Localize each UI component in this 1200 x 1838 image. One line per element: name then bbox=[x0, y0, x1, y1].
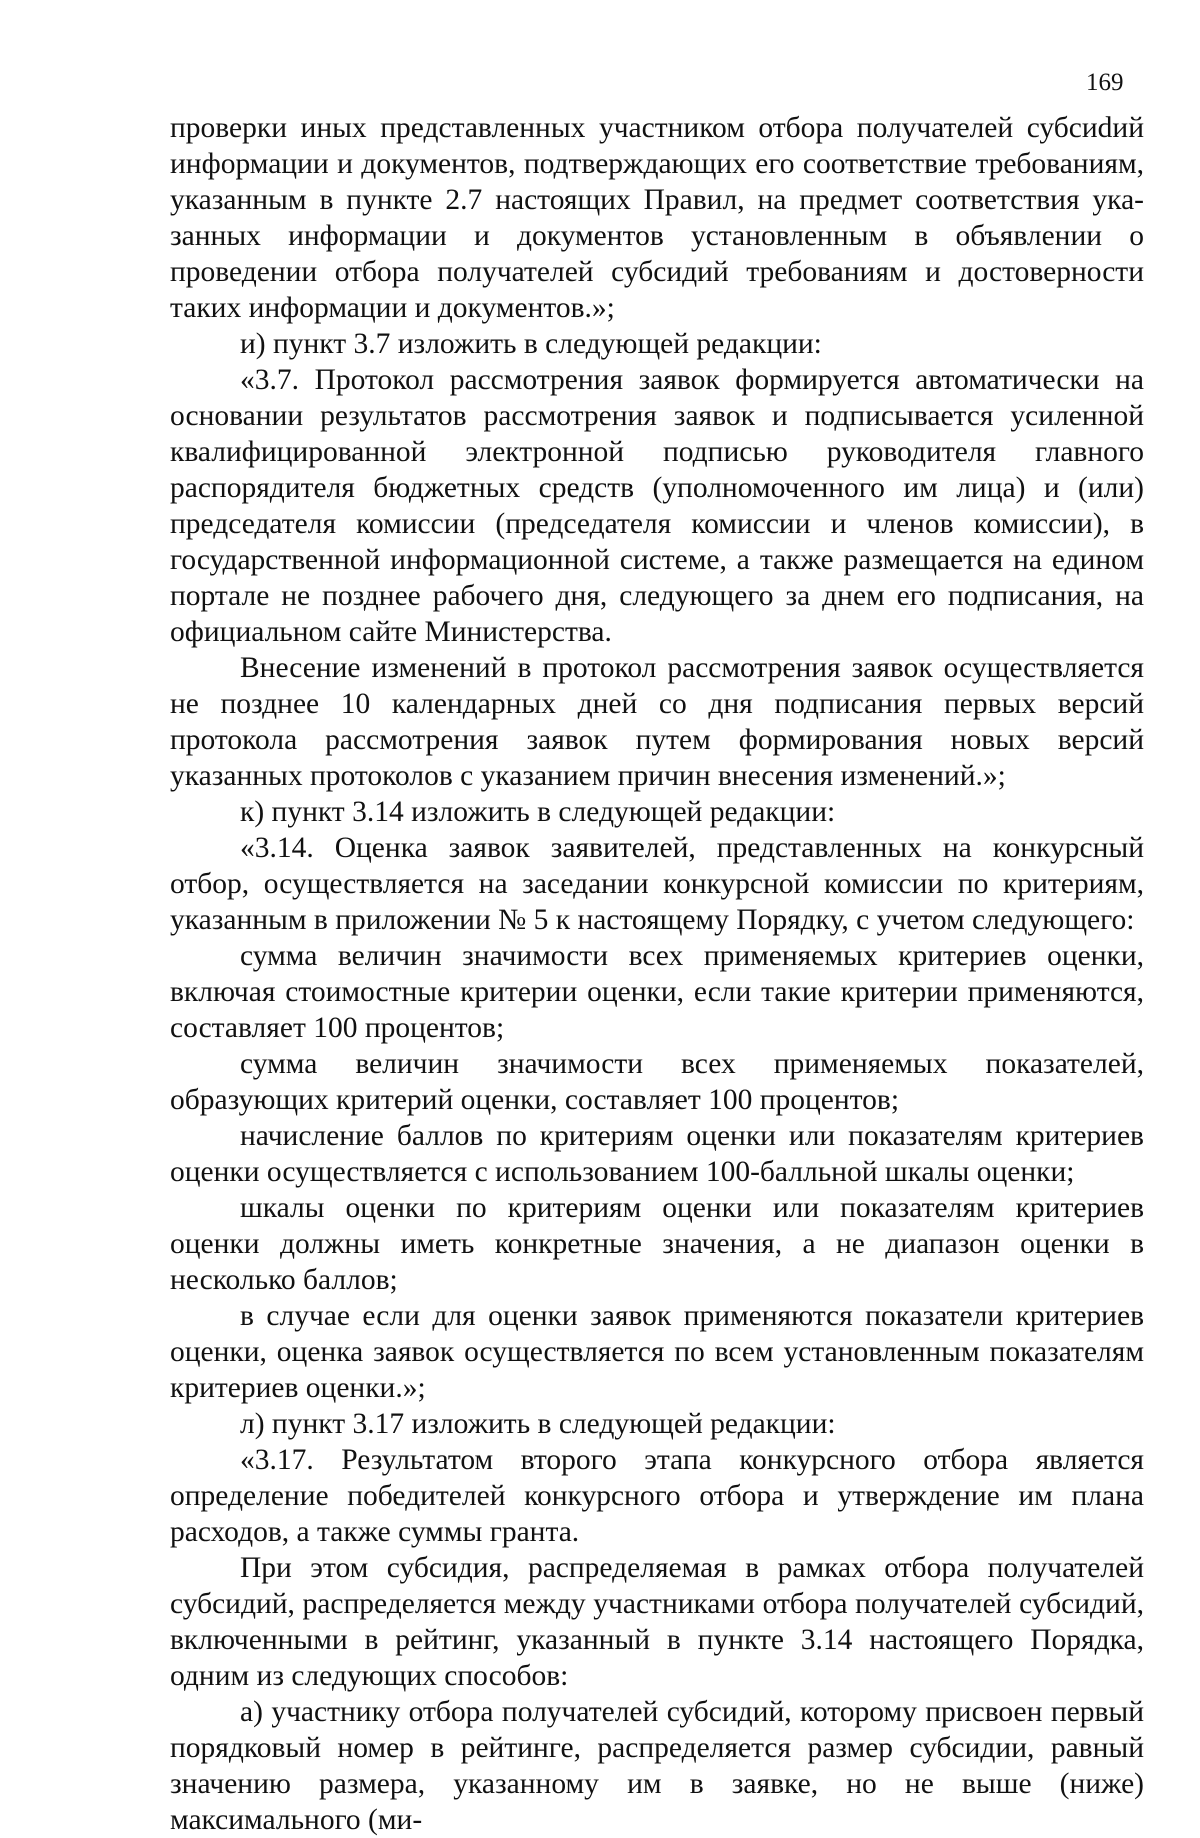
paragraph-indicators-case: в случае если для оценки заявок применяются показатели критериев оценки, оценка заявок осуществляется по всем установленным показателям критериев оценки.»; bbox=[170, 1300, 1144, 1404]
paragraph-3-17: «3.17. Результатом второго этапа конкурсного отбора является определение победителей конкурсного отбора и утверждение им плана расходов, а также суммы гранта. bbox=[170, 1444, 1144, 1548]
paragraph-3-7: «3.7. Протокол рассмотрения заявок формируется автоматически на основании результатов рассмотрения заявок и подписывается усиленной квалифицированной электронной подписью руководителя главного распорядителя бюджетных средств (уполномоченного им лица) и (или) председателя комиссии (председателя комиссии и членов комиссии), в государственной информационной системе, а также размещается на едином портале не позднее рабочего дня, следующего за днем его подписания, на официальном сайте Министерства. bbox=[170, 364, 1144, 648]
paragraph-method-a: а) участнику отбора получателей субсидий, которому присвоен первый порядковый номер в рейтинге, распределяется размер субсидии, равный значению размера, указанному им в заявке, но не выше (ниже) максимального (ми- bbox=[170, 1696, 1144, 1836]
paragraph-distribution: При этом субсидия, распределяемая в рамках отбора получателей субсидий, распределяется между участниками отбора получателей субсидий, включенными в рейтинг, указанный в пункте 3.14 настоящего Порядка, одним из следующих способов: bbox=[170, 1552, 1144, 1692]
paragraph-item-l: л) пункт 3.17 изложить в следующей редакции: bbox=[240, 1408, 836, 1440]
paragraph-item-i: и) пункт 3.7 изложить в следующей редакции: bbox=[240, 328, 822, 360]
paragraph-3-14: «3.14. Оценка заявок заявителей, представленных на конкурсный отбор, осуществляется на заседании конкурсной комиссии по критериям, указанным в приложении № 5 к настоящему Порядку, с учетом следующего: bbox=[170, 832, 1144, 936]
paragraph-indicators-sum: сумма величин значимости всех применяемых показателей, образующих критерий оценки, составляет 100 процентов; bbox=[170, 1048, 1144, 1116]
document-body bbox=[170, 110, 1144, 1838]
paragraph-criteria-sum: сумма величин значимости всех применяемых критериев оценки, включая стоимостные критерии оценки, если такие критерии применяются, составляет 100 процентов; bbox=[170, 940, 1144, 1044]
paragraph-scoring: начисление баллов по критериям оценки или показателям критериев оценки осуществляется с использованием 100-балльной шкалы оценки; bbox=[170, 1120, 1144, 1188]
page-number: 169 bbox=[1086, 69, 1124, 96]
paragraph-scales: шкалы оценки по критериям оценки или показателям критериев оценки должны иметь конкретные значения, а не диапазон оценки в несколько баллов; bbox=[170, 1192, 1144, 1296]
paragraph-item-k: к) пункт 3.14 изложить в следующей редакции: bbox=[240, 796, 836, 828]
paragraph-protocol-changes: Внесение изменений в протокол рассмотрения заявок осуществляется не позднее 10 календарных дней со дня подписания первых версий протокола рассмотрения заявок путем формирования новых версий указанных протоколов с указанием причин внесения изменений.»; bbox=[170, 652, 1144, 792]
paragraph-continuation: проверки иных представленных участником отбора получателей субсиdий информации и документов, подтверждающих его соответствие требованиям, указанным в пункте 2.7 настоящих Правил, на предмет соответствия указанных информации и документов установленным в объявлении о проведении отбора получателей субсидий требованиям и достоверности таких информации и документов.»; bbox=[170, 112, 1144, 324]
